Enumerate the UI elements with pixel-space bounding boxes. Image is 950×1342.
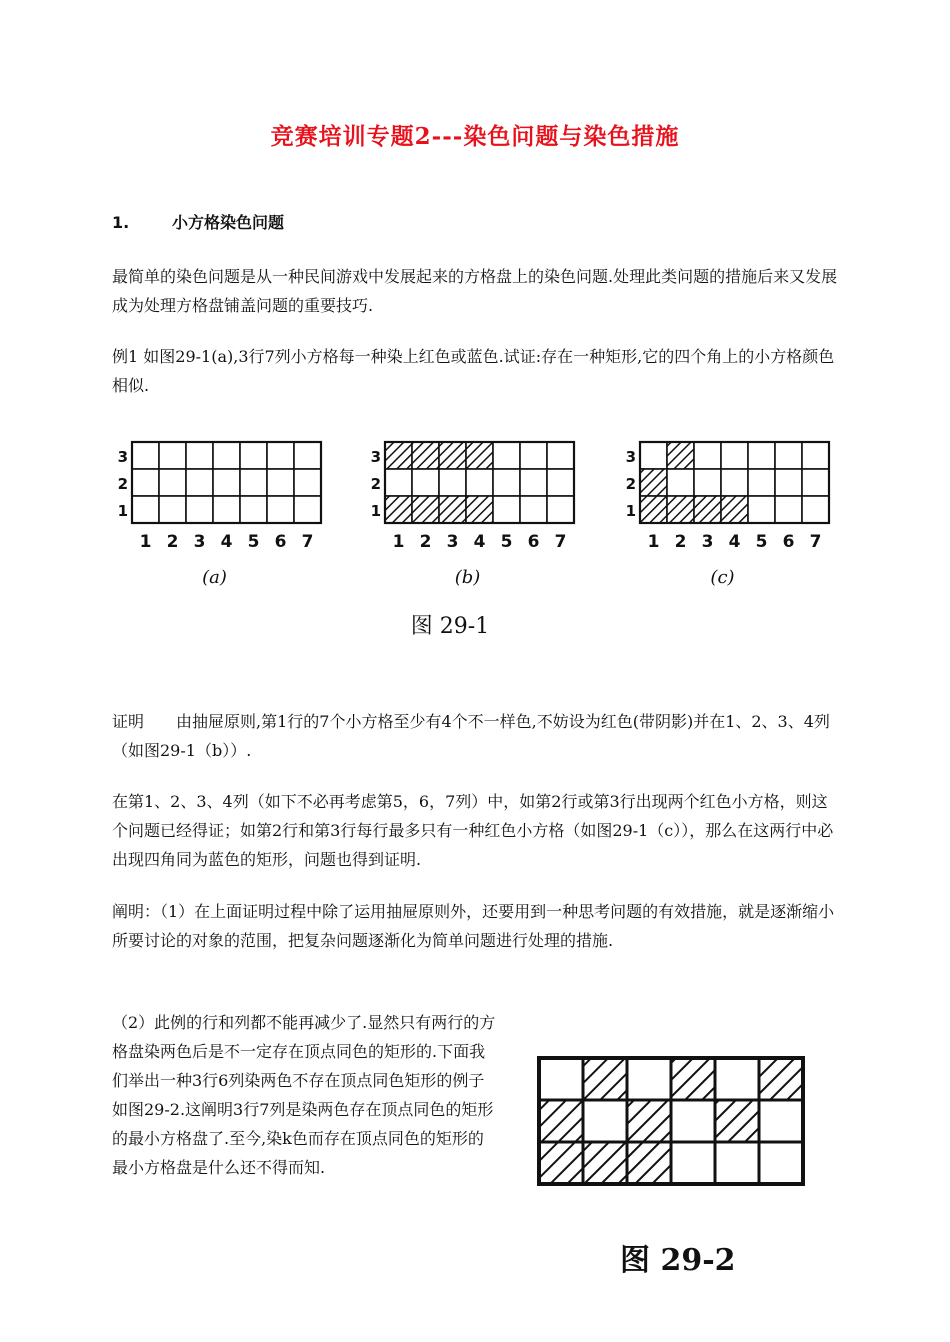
section-heading — [112, 210, 284, 233]
grid-cell-shaded — [667, 442, 694, 469]
column-label: 5 — [755, 532, 768, 552]
grid-cell — [627, 1058, 671, 1100]
figure-29-1-panel — [118, 442, 321, 588]
grid-cell — [721, 469, 748, 496]
grid-cell — [775, 496, 802, 523]
row-label: 1 — [117, 502, 128, 520]
row-label: 3 — [117, 448, 128, 466]
grid-cell — [294, 442, 321, 469]
column-label: 3 — [446, 532, 459, 552]
column-label: 6 — [782, 532, 795, 552]
document-title: 竞赛培训专题2---染色问题与染色措施 — [270, 123, 680, 150]
column-label: 7 — [301, 532, 314, 552]
panel-label: (c) — [710, 567, 735, 588]
column-label: 5 — [500, 532, 513, 552]
row-label: 1 — [625, 502, 636, 520]
figure-29-1 — [110, 428, 840, 643]
row-label: 3 — [625, 448, 636, 466]
row-label: 2 — [117, 475, 128, 493]
row-label: 2 — [370, 475, 381, 493]
grid-cell — [547, 496, 574, 523]
grid-cell — [267, 496, 294, 523]
grid-cell — [412, 469, 439, 496]
column-label: 7 — [554, 532, 567, 552]
figure-29-1-panel — [626, 442, 829, 588]
grid-cell — [759, 1142, 803, 1184]
grid-cell-shaded — [721, 496, 748, 523]
row-label: 2 — [625, 475, 636, 493]
grid-cell — [132, 496, 159, 523]
grid-cell-shaded — [466, 442, 493, 469]
grid-cell — [520, 469, 547, 496]
grid-cell-shaded — [583, 1058, 627, 1100]
grid-cell — [539, 1058, 583, 1100]
column-label: 7 — [809, 532, 822, 552]
row-label: 3 — [370, 448, 381, 466]
figure-29-2 — [530, 1050, 820, 1290]
grid-cell-shaded — [412, 496, 439, 523]
grid-cell — [748, 469, 775, 496]
grid-cell — [159, 469, 186, 496]
grid-cell — [267, 442, 294, 469]
grid-cell-shaded — [439, 496, 466, 523]
grid-cell-shaded — [694, 496, 721, 523]
figure-29-1-panel — [371, 442, 574, 588]
grid-cell — [802, 469, 829, 496]
grid-cell — [186, 496, 213, 523]
paragraph-remark-2: （2）此例的行和列都不能再减少了.显然只有两行的方格盘染两色后是不一定存在顶点同色的矩形的.下面我们举出一种3行6列染两色不存在顶点同色矩形的例子如图29-2.这阐明3行7列是染两色存在顶点同色的矩形的最小方格盘了.至今,染k色而存在顶点同色的矩形的最小方格盘是什么还不得而知. — [112, 1013, 496, 1177]
grid-cell — [240, 442, 267, 469]
column-label: 2 — [674, 532, 687, 552]
grid-cell — [775, 469, 802, 496]
grid-cell — [547, 469, 574, 496]
paragraph-intro: 最简单的染色问题是从一种民间游戏中发展起来的方格盘上的染色问题.处理此类问题的措施后来又发展成为处理方格盘铺盖问题的重要技巧. — [112, 267, 838, 315]
column-label: 5 — [247, 532, 260, 552]
grid-cell — [715, 1142, 759, 1184]
paragraph-example-1: 例1 如图29-1(a),3行7列小方格每一种染上红色或蓝色.试证:存在一种矩形,它的四个角上的小方格颜色相似. — [112, 347, 835, 395]
grid-cell — [385, 469, 412, 496]
paragraph-proof: 证明 由抽屉原则,第1行的7个小方格至少有4个不一样色,不妨设为红色(带阴影)并在1、2、3、4列（如图29-1（b））. — [112, 712, 830, 760]
column-label: 4 — [220, 532, 233, 552]
grid-cell — [583, 1100, 627, 1142]
grid-cell — [671, 1142, 715, 1184]
grid-cell-shaded — [466, 496, 493, 523]
grid-cell — [520, 442, 547, 469]
grid-cell-shaded — [385, 496, 412, 523]
grid-cell — [775, 442, 802, 469]
grid-cell — [294, 496, 321, 523]
grid-cell-shaded — [715, 1100, 759, 1142]
grid-cell — [715, 1058, 759, 1100]
panel-label: (a) — [202, 567, 227, 588]
grid-cell — [748, 496, 775, 523]
panel-label: (b) — [454, 567, 481, 588]
grid-cell — [493, 442, 520, 469]
grid-cell-shaded — [627, 1142, 671, 1184]
grid-cell — [640, 442, 667, 469]
grid-cell — [159, 442, 186, 469]
grid-cell — [213, 442, 240, 469]
grid-cell — [493, 469, 520, 496]
section-number: 1. — [112, 213, 130, 232]
grid-cell-shaded — [759, 1058, 803, 1100]
paragraph-remark-1: 阐明：（1）在上面证明过程中除了运用抽屉原则外，还要用到一种思考问题的有效措施，就是逐渐缩小所要讨论的对象的范围，把复杂问题逐渐化为简单问题进行处理的措施. — [112, 902, 835, 950]
grid-cell — [802, 442, 829, 469]
grid-cell — [186, 442, 213, 469]
paragraph-proof-cont: 在第1、2、3、4列（如下不必再考虑第5，6，7列）中，如第2行或第3行出现两个红色小方格，则这个问题已经得证；如第2行和第3行每行最多只有一种红色小方格（如图29-1（c）），那么在这两行中必出现四角同为蓝色的矩形，问题也得到证明. — [112, 792, 834, 869]
column-label: 2 — [419, 532, 432, 552]
grid-cell — [439, 469, 466, 496]
column-label: 2 — [166, 532, 179, 552]
grid-cell — [466, 469, 493, 496]
grid-cell — [186, 469, 213, 496]
grid-cell-shaded — [439, 442, 466, 469]
grid-cell — [132, 442, 159, 469]
column-label: 4 — [473, 532, 486, 552]
grid-cell — [294, 469, 321, 496]
grid-cell — [493, 496, 520, 523]
grid-cell-shaded — [539, 1142, 583, 1184]
grid-cell — [159, 496, 186, 523]
row-label: 1 — [370, 502, 381, 520]
column-label: 3 — [701, 532, 714, 552]
grid-cell — [802, 496, 829, 523]
grid-cell-shaded — [667, 496, 694, 523]
grid-cell-shaded — [640, 469, 667, 496]
grid-cell — [721, 442, 748, 469]
grid-cell — [213, 469, 240, 496]
grid-cell — [240, 469, 267, 496]
column-label: 1 — [139, 532, 152, 552]
column-label: 3 — [193, 532, 206, 552]
column-label: 6 — [527, 532, 540, 552]
grid-cell — [267, 469, 294, 496]
grid-cell — [547, 442, 574, 469]
grid-cell-shaded — [385, 442, 412, 469]
column-label: 1 — [392, 532, 405, 552]
grid-cell — [759, 1100, 803, 1142]
figure-29-2-caption: 图 29-2 — [620, 1243, 736, 1278]
grid-cell-shaded — [627, 1100, 671, 1142]
grid-cell-shaded — [412, 442, 439, 469]
grid-cell — [748, 442, 775, 469]
grid-cell — [240, 496, 267, 523]
grid-cell — [132, 469, 159, 496]
grid-cell-shaded — [539, 1100, 583, 1142]
grid-cell-shaded — [640, 496, 667, 523]
section-title: 小方格染色问题 — [172, 213, 285, 232]
grid-cell-shaded — [671, 1058, 715, 1100]
grid-cell — [694, 442, 721, 469]
column-label: 6 — [274, 532, 287, 552]
grid-cell-shaded — [583, 1142, 627, 1184]
grid-cell — [213, 496, 240, 523]
grid-cell — [667, 469, 694, 496]
grid-cell — [694, 469, 721, 496]
grid-cell — [671, 1100, 715, 1142]
grid-cell — [520, 496, 547, 523]
figure-29-1-caption: 图 29-1 — [410, 614, 490, 639]
column-label: 4 — [728, 532, 741, 552]
column-label: 1 — [647, 532, 660, 552]
